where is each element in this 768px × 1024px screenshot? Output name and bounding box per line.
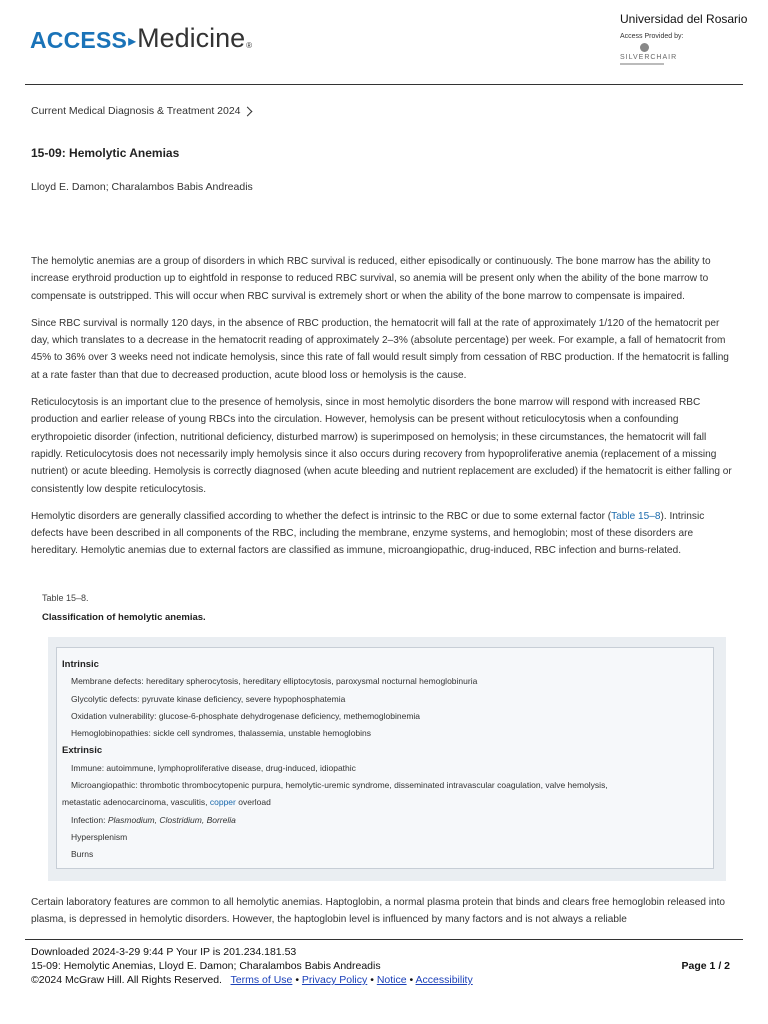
privacy-policy-link[interactable]: Privacy Policy	[301, 974, 368, 986]
table-row: Oxidation vulnerability: glucose-6-phosphate dehydrogenase deficiency, methemoglobinemia	[71, 710, 421, 721]
table-row	[62, 794, 713, 811]
table-title: Classification of hemolytic anemias.	[42, 612, 206, 623]
page-number: Page 1 / 2	[681, 960, 730, 972]
separator: •	[370, 974, 374, 986]
table-15-8-link[interactable]: Table 15–8	[611, 510, 661, 522]
silverchair-logo-subline	[620, 63, 664, 65]
paragraph-4-text-b: ). Intrinsic defects have been described in all components of the RBC, including the membrane, enzyme systems, and hemoglobin; most of these disorders are hereditary. Hemolytic anemias due to external factors are classified as immune, microangiopathic, drug-induced, RBC infection and burns-related.	[31, 510, 705, 557]
paragraph-4	[31, 508, 737, 560]
article-body	[31, 253, 737, 570]
separator: •	[409, 974, 414, 986]
separator: •	[295, 974, 299, 986]
page-footer	[31, 945, 473, 987]
infection-label: Infection:	[71, 814, 108, 825]
table-row-text: overload	[235, 797, 271, 808]
silverchair-logo-text: SILVERCHAIR	[620, 54, 678, 61]
classification-table	[56, 647, 714, 869]
paragraph-4-text-a: Hemolytic disorders are generally classified according to whether the defect is intrinsic to the RBC or due to some external factor (	[31, 510, 612, 522]
logo-medicine-text: Medicine	[137, 23, 246, 53]
infection-organisms: Plasmodium, Clostridium, Borrelia	[107, 814, 236, 825]
breadcrumb-book-title[interactable]: Current Medical Diagnosis & Treatment 2024	[31, 105, 241, 117]
access-provided-by: Access Provided by:	[620, 33, 684, 40]
header-divider	[25, 84, 743, 85]
authors: Lloyd E. Damon; Charalambos Babis Andreadis	[31, 181, 253, 193]
table-row: Microangiopathic: thrombotic thrombocytopenic purpura, hemolytic-uremic syndrome, disseminated intravascular coagulation, valve hemolysis,	[71, 780, 608, 791]
notice-link[interactable]: Notice	[376, 974, 407, 986]
paragraph-5: Certain laboratory features are common to all hemolytic anemias. Haptoglobin, a normal plasma protein that binds and clears free hemoglobin released into plasma, is depressed in hemolytic disorders. However, the haptoglobin level is influenced by many factors and is not always a reliable	[31, 897, 726, 926]
silverchair-logo	[620, 43, 680, 65]
silverchair-mark-icon	[640, 43, 649, 52]
download-info: Downloaded 2024-3-29 9:44 P Your IP is 201.234.181.53	[31, 946, 297, 958]
footer-divider	[25, 939, 743, 940]
page-title: 15-09: Hemolytic Anemias	[31, 146, 180, 160]
copyright: ©2024 McGraw Hill. All Rights Reserved.	[31, 974, 222, 986]
table-row: Hypersplenism	[71, 831, 128, 842]
logo-access-text: ACCESS	[30, 27, 128, 53]
table-label: Table 15–8.	[42, 593, 89, 603]
table-row-text: metastatic adenocarcinoma, vasculitis,	[62, 797, 210, 808]
table-row: Glycolytic defects: pyruvate kinase deficiency, severe hypophosphatemia	[71, 693, 346, 704]
paragraph-2: Since RBC survival is normally 120 days, in the absence of RBC production, the hematocrit will fall at the rate of approximately 1/120 of the hematocrit per day, which translates to a decrease in the hematocrit reading of approximately 2–3% (absolute percentage) per week. For example, a fall of hematocrit from 45% to 36% over 3 weeks need not indicate hemolysis, since this rate of fall would result simply from cessation of RBC production. If the hematocrit is falling at a rate faster than that due to decreased production, acute blood loss or hemolysis is the cause.	[31, 317, 729, 381]
terms-of-use-link[interactable]: Terms of Use	[230, 974, 293, 986]
logo-registered-mark: ®	[246, 41, 253, 50]
institution-name: Universidad del Rosario	[620, 12, 748, 26]
extrinsic-heading: Extrinsic	[62, 745, 103, 757]
table-row: Immune: autoimmune, lymphoproliferative disease, drug-induced, idiopathic	[71, 762, 356, 773]
paragraph-3: Reticulocytosis is an important clue to the presence of hemolysis, since in most hemolytic disorders the bone marrow will respond with increased RBC production and earlier release of young RBCs into the circulation. However, hemolysis can be present without reticulocytosis when a confounding erythropoietic disorder (infection, nutritional deficiency, disturbed marrow) is superimposed on hemolysis; in these circumstances, the hematocrit will fall rapidly. Reticulocytosis does not necessarily imply hemolysis since it also occurs during recovery from hypoproliferative anemia (replacement of a missing nutrient) or acute bleeding. Hemolysis is correctly diagnosed (when acute bleeding and nutrient replacement are excluded) if the hematocrit is either falling or consistently low despite reticulocytosis.	[31, 397, 732, 495]
table-row: Membrane defects: hereditary spherocytosis, hereditary elliptocytosis, paroxysmal nocturnal hemoglobinuria	[71, 676, 478, 687]
breadcrumb[interactable]	[31, 105, 251, 117]
intrinsic-heading: Intrinsic	[62, 659, 99, 670]
table-row	[62, 812, 713, 829]
copper-link[interactable]: copper	[209, 797, 236, 808]
table-row: Hemoglobinopathies: sickle cell syndromes, thalassemia, unstable hemoglobins	[71, 728, 372, 739]
accessmedicine-logo[interactable]	[30, 14, 252, 54]
page-header	[0, 0, 768, 86]
paragraph-1: The hemolytic anemias are a group of disorders in which RBC survival is reduced, either episodically or continuously. The bone marrow has the ability to increase erythroid production up to eightfold in response to reduced RBC survival, so anemia will be present only when the ability of the bone marrow to compensate is outstripped. This will occur when RBC survival is extremely short or when the ability of the bone marrow to compensate is impaired.	[31, 256, 711, 302]
accessibility-link[interactable]: Accessibility	[415, 974, 473, 986]
logo-arrow-icon: ▸	[128, 33, 137, 50]
table-row: Burns	[71, 849, 94, 860]
chevron-right-icon	[242, 106, 252, 116]
copyright-line	[31, 973, 473, 987]
citation: 15-09: Hemolytic Anemias, Lloyd E. Damon; Charalambos Babis Andreadis	[31, 960, 381, 972]
